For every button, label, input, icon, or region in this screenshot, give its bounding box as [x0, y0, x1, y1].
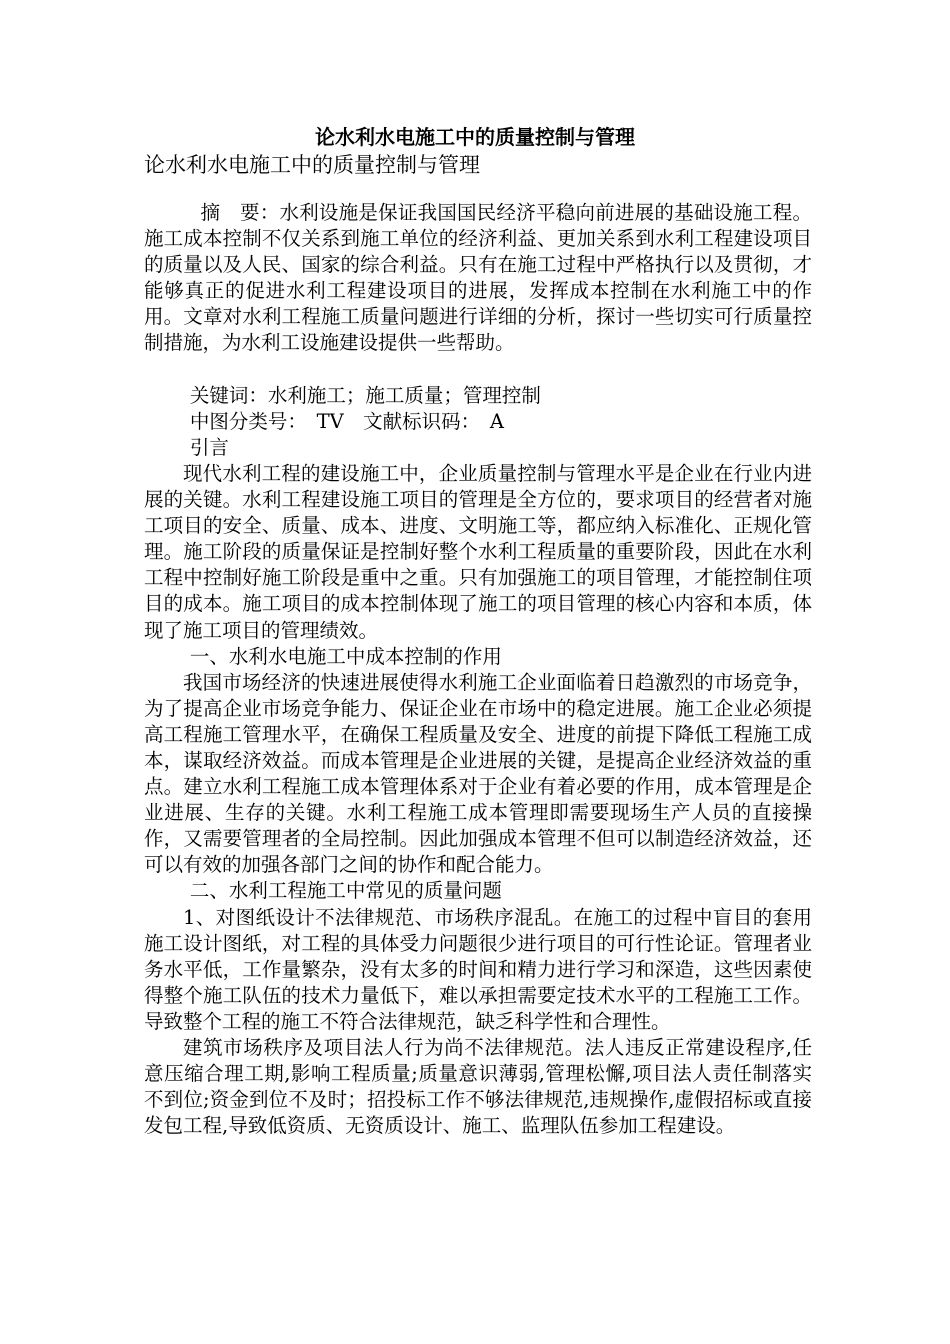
document-body: [144, 200, 812, 1139]
abstract-paragraph: 摘 要：水利设施是保证我国国民经济平稳向前进展的基础设施工程。施工成本控制不仅关系到施工单位的经济利益、更加关系到水利工程建设项目的质量以及人民、国家的综合利益。只有在施工过程中严格执行以及贯彻，才能够真正的促进水利工程建设项目的进展，发挥成本控制在水利施工中的作用。文章对水利工程施工质量问题进行详细的分析，探讨一些切实可行质量控制措施，为水利工设施建设提供一些帮助。: [144, 201, 812, 355]
section-2-paragraph-2: 建筑市场秩序及项目法人行为尚不法律规范。法人违反正常建设程序,任意压缩合理工期,影响工程质量;质量意识薄弱,管理松懈,项目法人责任制落实不到位;资金到位不及时；招投标工作不够法律规范,违规操作,虚假招标或直接发包工程,导致低资质、无资质设计、施工、监理队伍参加工程建设。: [144, 1036, 812, 1138]
classification-line: 中图分类号： TV 文献标识码： A: [189, 409, 504, 433]
section-2-heading: 二、水利工程施工中常见的质量问题: [189, 879, 502, 903]
section-2-paragraph-1: 1、对图纸设计不法律规范、市场秩序混乱。在施工的过程中盲目的套用施工设计图纸，对工程的具体受力问题很少进行项目的可行性论证。管理者业务水平低，工作量繁杂，没有太多的时间和精力进行学习和深造，这些因素使得整个施工队伍的技术力量低下，难以承担需要定技术水平的工程施工工作。导致整个工程的施工不符合法律规范，缺乏科学性和合理性。: [144, 905, 812, 1033]
keywords-line: 关键词：水利施工；施工质量；管理控制: [189, 383, 541, 407]
document-subtitle: 论水利水电施工中的质量控制与管理: [144, 153, 480, 177]
blank-line: [144, 357, 812, 383]
section-1-paragraph: 我国市场经济的快速进展使得水利施工企业面临着日趋激烈的市场竞争，为了提高企业市场竞争能力、保证企业在市场中的稳定进展。施工企业必须提高工程施工管理水平，在确保工程质量及安全、进度的前提下降低工程施工成本，谋取经济效益。而成本管理是企业进展的关键，是提高企业经济效益的重点。建立水利工程施工成本管理体系对于企业有着必要的作用，成本管理是企业进展、生存的关键。水利工程施工成本管理即需要现场生产人员的直接操作，又需要管理者的全局控制。因此加强成本管理不但可以制造经济效益，还可以有效的加强各部门之间的协作和配合能力。: [144, 670, 812, 877]
section-1-heading: 一、水利水电施工中成本控制的作用: [189, 644, 502, 668]
intro-paragraph: 现代水利工程的建设施工中，企业质量控制与管理水平是企业在行业内进展的关键。水利工程建设施工项目的管理是全方位的，要求项目的经营者对施工项目的安全、质量、成本、进度、文明施工等，都应纳入标准化、正规化管理。施工阶段的质量保证是控制好整个水利工程质量的重要阶段，因此在水利工程中控制好施工阶段是重中之重。只有加强施工的项目管理，才能控制住项目的成本。施工项目的成本控制体现了施工的项目管理的核心内容和本质，体现了施工项目的管理绩效。: [144, 461, 812, 642]
intro-heading: 引言: [189, 435, 229, 459]
document-title: 论水利水电施工中的质量控制与管理: [315, 125, 635, 149]
